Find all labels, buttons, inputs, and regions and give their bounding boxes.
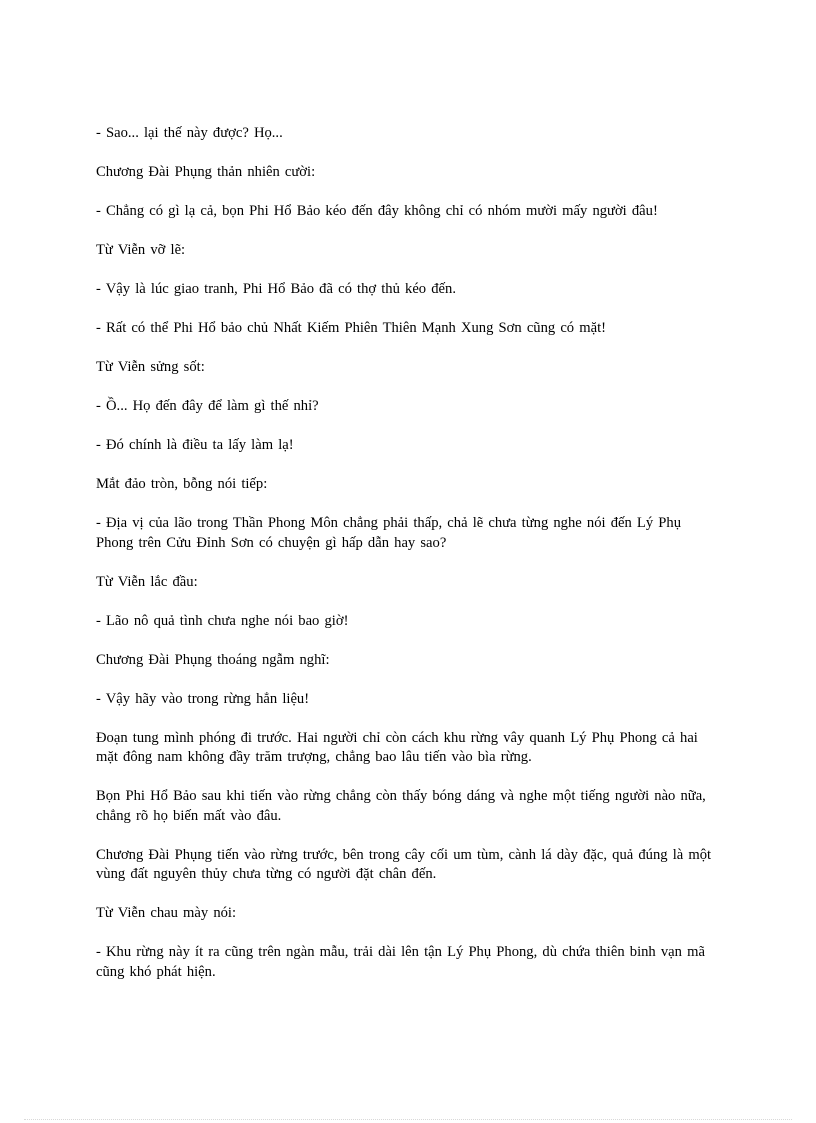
paragraph: - Đó chính là điều ta lấy làm lạ! [96,437,294,453]
paragraph: - Sao... lại thế này được? Họ... [96,125,283,141]
paragraph: - Vậy hãy vào trong rừng hẳn liệu! [96,690,310,707]
paragraph: Từ Viễn lắc đầu: [96,573,198,590]
paragraph: - Vậy là lúc giao tranh, Phi Hổ Bảo đã có thợ thủ kéo đến. [96,281,456,297]
paragraph: Chương Đài Phụng thản nhiên cười: [96,164,316,180]
paragraph: Đoạn tung mình phóng đi trước. Hai người chỉ còn cách khu rừng vây quanh Lý Phụ Phong cả hai mặt đông nam không đầy trăm trượng, chẳng bao lâu tiến vào bìa rừng. [96,729,698,765]
paragraph: Chương Đài Phụng tiến vào rừng trước, bên trong cây cối um tùm, cành lá dày đặc, quả đúng là một vùng đất nguyên thủy chưa từng có người đặt chân đến. [96,846,712,882]
paragraph: Mắt đảo tròn, bỗng nói tiếp: [96,476,268,492]
paragraph: - Rất có thể Phi Hổ bảo chủ Nhất Kiếm Phiên Thiên Mạnh Xung Sơn cũng có mặt! [96,320,607,336]
paragraph: Từ Viễn sửng sốt: [96,359,205,375]
paragraph: Chương Đài Phụng thoáng ngẫm nghĩ: [96,651,330,668]
paragraph: Từ Viễn chau mày nói: [96,905,237,921]
page-content [96,124,716,1002]
paragraph: - Địa vị của lão trong Thần Phong Môn chẳng phải thấp, chả lẽ chưa từng nghe nói đến Lý Phụ Phong trên Cửu Đỉnh Sơn có chuyện gì hấp dẫn hay sao? [96,515,681,551]
paragraph: - Chẳng có gì lạ cả, bọn Phi Hổ Bảo kéo đến đây không chỉ có nhóm mười mấy người đâu! [96,203,658,219]
paragraph: - Ồ... Họ đến đây để làm gì thế nhỉ? [96,398,319,414]
paragraph: Bọn Phi Hổ Bảo sau khi tiến vào rừng chẳng còn thấy bóng dáng và nghe một tiếng người nào nữa, chẳng rõ họ biến mất vào đâu. [96,788,706,824]
page-bottom-divider [24,1119,792,1120]
paragraph: - Khu rừng này ít ra cũng trên ngàn mẫu, trải dài lên tận Lý Phụ Phong, dù chứa thiên binh vạn mã cũng khó phát hiện. [96,944,705,980]
paragraph: Từ Viễn vỡ lẽ: [96,242,186,258]
paragraph: - Lão nô quả tình chưa nghe nói bao giờ! [96,612,349,629]
